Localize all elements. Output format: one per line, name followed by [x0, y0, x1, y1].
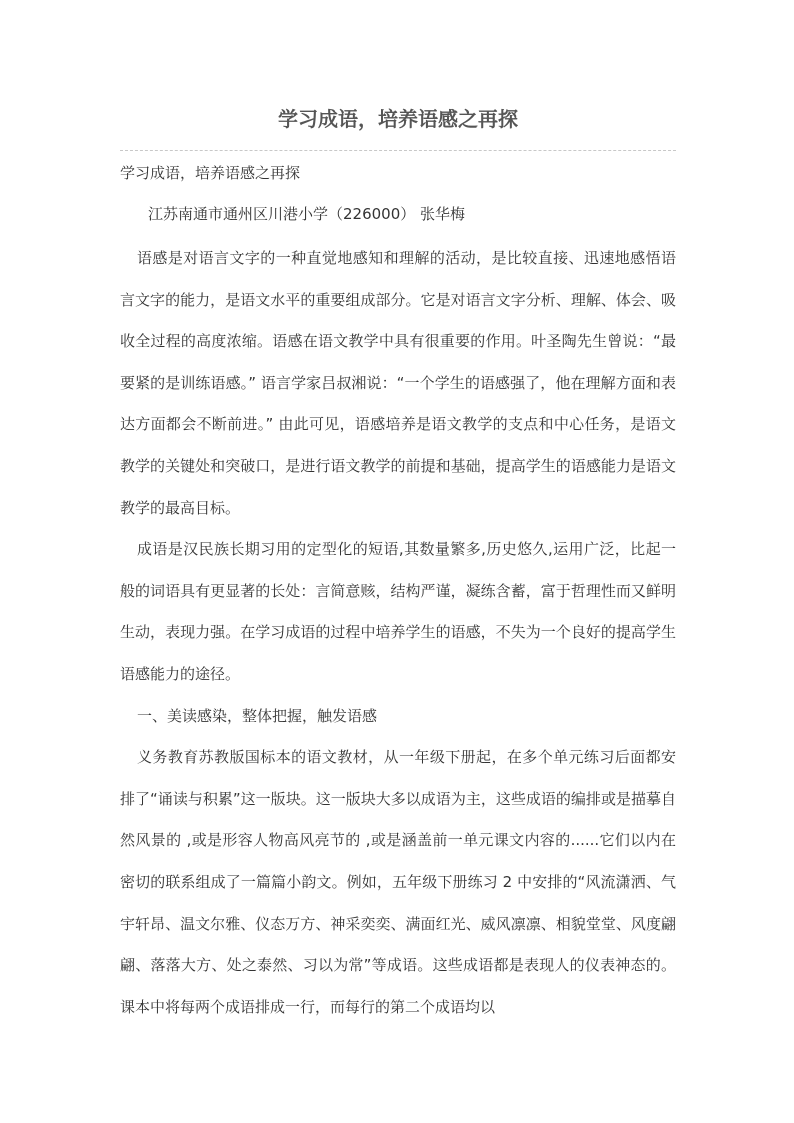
paragraph-intro: 语感是对语言文字的一种直觉地感知和理解的活动，是比较直接、迅速地感悟语言文字的能力，是语文水平的重要组成部分。它是对语言文字分析、理解、体会、吸收全过程的高度浓缩。语感在语文教学中具有很重要的作用。叶圣陶先生曾说：“最要紧的是训练语感。” 语言学家吕叔湘说：“一个学生的语感强了，他在理解方面和表达方面都会不断前进。” 由此可见，语感培养是语文教学的支点和中心任务，是语文教学的关键处和突破口，是进行语文教学的前提和基础，提高学生的语感能力是语文教学的最高目标。 — [120, 249, 676, 517]
document-body — [120, 156, 676, 1028]
section-heading: 一、美读感染，整体把握，触发语感 — [137, 706, 378, 725]
title-divider — [120, 150, 676, 151]
document-title: 学习成语，培养语感之再探 — [278, 107, 518, 131]
author-line: 江苏南通市通州区川港小学（226000） 张华梅 — [148, 205, 466, 223]
paragraph-idioms: 成语是汉民族长期习用的定型化的短语,其数量繁多,历史悠久,运用广泛，比起一般的词语具有更显著的长处：言简意赅，结构严谨，凝练含蓄，富于哲理性而又鲜明生动，表现力强。在学习成语的过程中培养学生的语感，不失为一个良好的提高学生语感能力的途径。 — [120, 540, 676, 683]
document-subtitle: 学习成语，培养语感之再探 — [120, 164, 301, 182]
paragraph-textbook: 义务教育苏教版国标本的语文教材，从一年级下册起，在多个单元练习后面都安排了“诵读与积累”这一版块。这一版块大多以成语为主，这些成语的编排或是描摹自然风景的 ,或是形容人物高风亮节的 ,或是涵盖前一单元课文内容的......它们以内在密切的联系组成了一篇篇小韵文。例如，五年级下册练习 2 中安排的“风流潇洒、气宇轩昂、温文尔雅、仪态万方、神采奕奕、满面红光、威风凛凛、相貌堂堂、风度翩翩、落落大方、处之泰然、习以为常”等成语。这些成语都是表现人的仪表神态的。课本中将每两个成语排成一行，而每行的第二个成语均以 — [120, 748, 676, 1016]
